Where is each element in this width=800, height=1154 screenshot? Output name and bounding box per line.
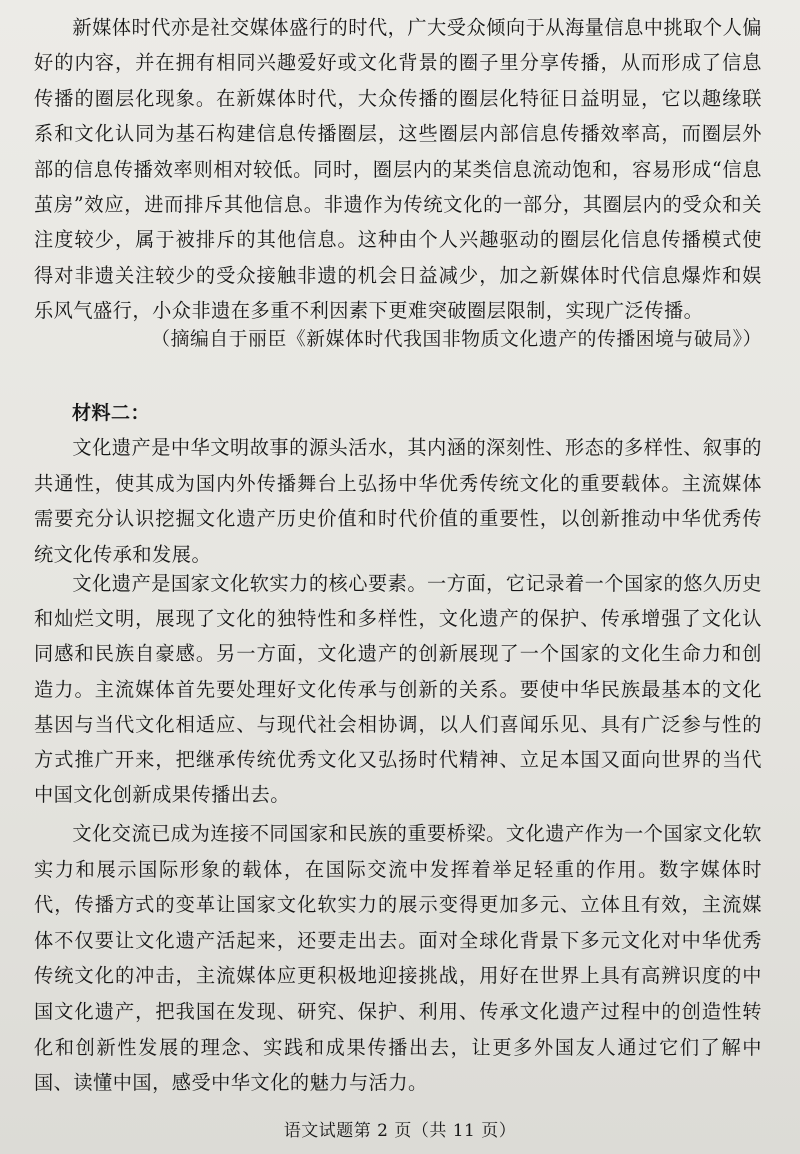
page-footer: 语文试题第 2 页（共 11 页） [283,1121,517,1141]
material-two-heading: 材料二： [72,402,151,424]
material-two-paragraph-3: 文化交流已成为连接不同国家和民族的重要桥梁。文化遗产作为一个国家文化软实力和展示国际形象的载体，在国际交流中发挥着举足轻重的作用。数字媒体时代，传播方式的变革让国家文化软实力的展示变得更加多元、立体且有效，主流媒体不仅要让文化遗产活起来，还要走出去。面对全球化背景下多元文化对中华优秀传统文化的冲击，主流媒体应更积极地迎接挑战，用好在世界上具有高辨识度的中国文化遗产，把我国在发现、研究、保护、利用、传承文化遗产过程中的创造性转化和创新性发展的理念、实践和成果传播出去，让更多外国友人通过它们了解中国、读懂中国，感受中华文化的魅力与活力。 [34,822,762,1095]
material-one-paragraph: 新媒体时代亦是社交媒体盛行的时代，广大受众倾向于从海量信息中挑取个人偏好的内容，并在拥有相同兴趣爱好或文化背景的圈子里分享传播，从而形成了信息传播的圈层化现象。在新媒体时代，大众传播的圈层化特征日益明显，它以趣缘联系和文化认同为基石构建信息传播圈层，这些圈层内部信息传播效率高，而圈层外部的信息传播效率则相对较低。同时，圈层内的某类信息流动饱和，容易形成“信息茧房”效应，进而排斥其他信息。非遗作为传统文化的一部分，其圈层内的受众和关注度较少，属于被排斥的其他信息。这种由个人兴趣驱动的圈层化信息传播模式使得对非遗关注较少的受众接触非遗的机会日益减少，加之新媒体时代信息爆炸和娱乐风气盛行，小众非遗在多重不利因素下更难突破圈层限制，实现广泛传播。 [34,16,762,323]
material-two-paragraph-2: 文化遗产是国家文化软实力的核心要素。一方面，它记录着一个国家的悠久历史和灿烂文明，展现了文化的独特性和多样性，文化遗产的保护、传承增强了文化认同感和民族自豪感。另一方面，文化遗产的创新展现了一个国家的文化生命力和创造力。主流媒体首先要处理好文化传承与创新的关系。要使中华民族最基本的文化基因与当代文化相适应、与现代社会相协调，以人们喜闻乐见、具有广泛参与性的方式推广开来，把继承传统优秀文化又弘扬时代精神、立足本国又面向世界的当代中国文化创新成果传播出去。 [34,572,762,807]
material-one-source-citation: （摘编自于丽臣《新媒体时代我国非物质文化遗产的传播困境与破局》） [151,329,762,350]
material-two-paragraph-1: 文化遗产是中华文明故事的源头活水，其内涵的深刻性、形态的多样性、叙事的共通性，使其成为国内外传播舞台上弘扬中华优秀传统文化的重要载体。主流媒体需要充分认识挖掘文化遗产历史价值和时代价值的重要性，以创新推动中华优秀传统文化传承和发展。 [34,436,762,566]
